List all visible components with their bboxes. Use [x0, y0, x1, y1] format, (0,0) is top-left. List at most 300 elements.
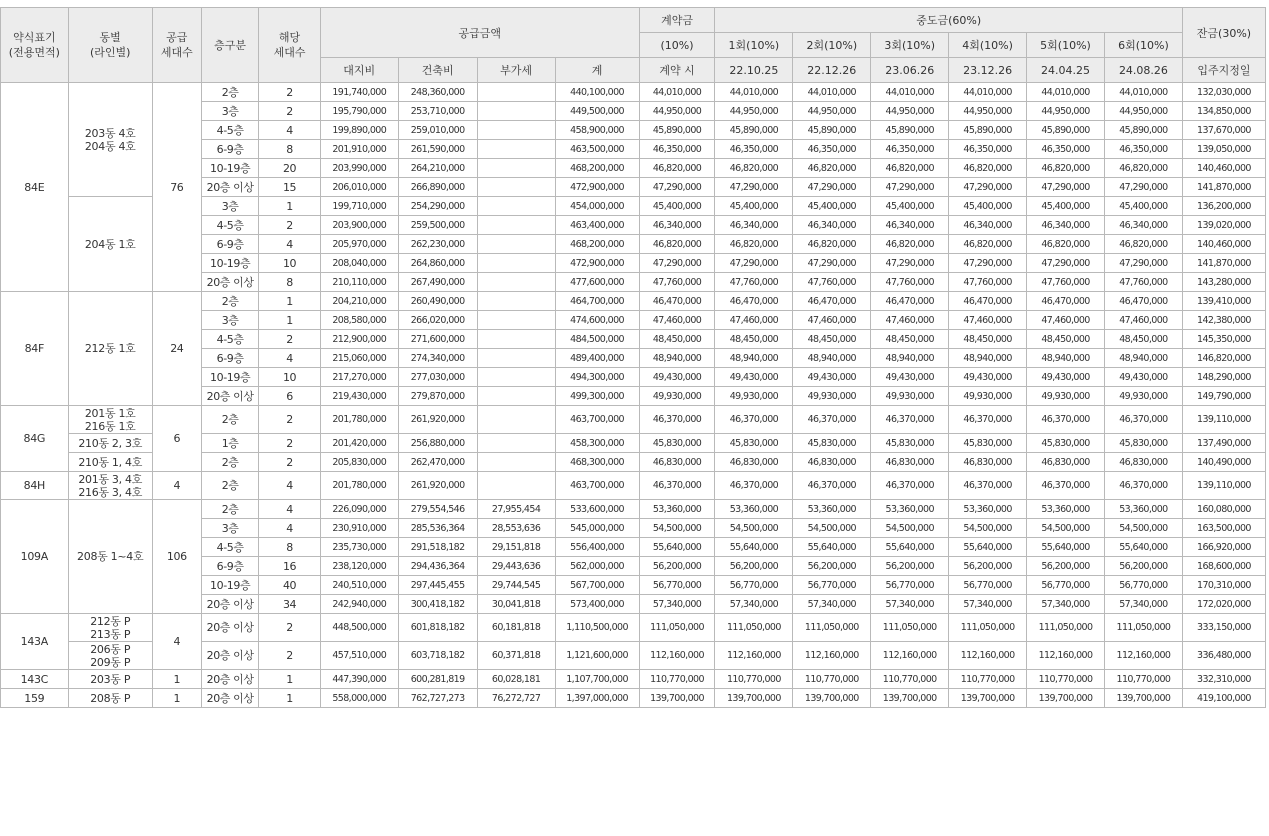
floor-cell: 3층: [201, 311, 258, 330]
middle-payment-4-cell: 45,830,000: [949, 434, 1027, 453]
middle-payment-3-cell: 56,770,000: [871, 576, 949, 595]
total-cell: 556,400,000: [555, 538, 639, 557]
units-cell: 4: [259, 500, 321, 519]
middle-payment-5-cell: 44,010,000: [1027, 83, 1105, 102]
floor-cell: 10-19층: [201, 254, 258, 273]
vat-cell: [477, 349, 555, 368]
middle-payment-4-cell: 49,930,000: [949, 387, 1027, 406]
supply-units-cell: 1: [152, 670, 201, 689]
deposit-cell: 49,430,000: [639, 368, 715, 387]
middle-payment-4-cell: 49,430,000: [949, 368, 1027, 387]
middle-payment-2-cell: 44,950,000: [793, 102, 871, 121]
floor-cell: 3층: [201, 102, 258, 121]
land-cost-cell: 238,120,000: [320, 557, 398, 576]
middle-payment-3-cell: 47,290,000: [871, 178, 949, 197]
table-row: [1, 500, 1266, 519]
middle-payment-4-cell: 57,340,000: [949, 595, 1027, 614]
balance-cell: 137,670,000: [1182, 121, 1265, 140]
middle-payment-5-cell: 48,940,000: [1027, 349, 1105, 368]
building-cost-cell: 261,920,000: [398, 406, 477, 434]
building-cost-cell: 264,860,000: [398, 254, 477, 273]
middle-payment-4-cell: 46,830,000: [949, 453, 1027, 472]
building-cost-cell: 253,710,000: [398, 102, 477, 121]
building-cost-cell: 259,500,000: [398, 216, 477, 235]
supply-units-cell: 4: [152, 472, 201, 500]
balance-cell: 172,020,000: [1182, 595, 1265, 614]
middle-payment-6-cell: 49,430,000: [1104, 368, 1182, 387]
deposit-cell: 44,010,000: [639, 83, 715, 102]
middle-payment-1-cell: 48,940,000: [715, 349, 793, 368]
middle-payment-6-cell: 45,890,000: [1104, 121, 1182, 140]
deposit-cell: 55,640,000: [639, 538, 715, 557]
building-cost-cell: 297,445,455: [398, 576, 477, 595]
total-cell: 468,200,000: [555, 159, 639, 178]
middle-payment-3-cell: 46,820,000: [871, 159, 949, 178]
building-cost-cell: 254,290,000: [398, 197, 477, 216]
vat-cell: 29,151,818: [477, 538, 555, 557]
units-cell: 8: [259, 538, 321, 557]
middle-payment-5-cell: 56,200,000: [1027, 557, 1105, 576]
middle-payment-2-cell: 46,370,000: [793, 406, 871, 434]
floor-cell: 3층: [201, 197, 258, 216]
floor-cell: 10-19층: [201, 576, 258, 595]
floor-cell: 3층: [201, 519, 258, 538]
middle-payment-5-cell: 111,050,000: [1027, 614, 1105, 642]
units-cell: 8: [259, 140, 321, 159]
header-units: 해당 세대수: [259, 8, 321, 83]
vat-cell: 60,181,818: [477, 614, 555, 642]
middle-payment-3-cell: 55,640,000: [871, 538, 949, 557]
total-cell: 458,900,000: [555, 121, 639, 140]
middle-payment-5-cell: 46,470,000: [1027, 292, 1105, 311]
middle-payment-2-cell: 48,450,000: [793, 330, 871, 349]
land-cost-cell: 208,040,000: [320, 254, 398, 273]
deposit-cell: 46,370,000: [639, 406, 715, 434]
vat-cell: [477, 159, 555, 178]
supply-price-table: [0, 7, 1266, 708]
land-cost-cell: 210,110,000: [320, 273, 398, 292]
deposit-cell: 47,290,000: [639, 178, 715, 197]
units-cell: 2: [259, 434, 321, 453]
middle-payment-3-cell: 45,400,000: [871, 197, 949, 216]
units-cell: 20: [259, 159, 321, 178]
middle-payment-2-cell: 49,430,000: [793, 368, 871, 387]
middle-payment-4-cell: 48,940,000: [949, 349, 1027, 368]
middle-payment-5-cell: 48,450,000: [1027, 330, 1105, 349]
middle-payment-1-cell: 112,160,000: [715, 642, 793, 670]
deposit-cell: 56,200,000: [639, 557, 715, 576]
building-cost-cell: 248,360,000: [398, 83, 477, 102]
floor-cell: 6-9층: [201, 349, 258, 368]
deposit-cell: 112,160,000: [639, 642, 715, 670]
deposit-cell: 46,820,000: [639, 235, 715, 254]
building-cost-cell: 291,518,182: [398, 538, 477, 557]
middle-payment-6-cell: 111,050,000: [1104, 614, 1182, 642]
top-margin: [0, 0, 1266, 7]
header-middle-payment: 중도금(60%): [715, 8, 1182, 33]
floor-cell: 2층: [201, 500, 258, 519]
middle-payment-6-cell: 44,010,000: [1104, 83, 1182, 102]
land-cost-cell: 195,790,000: [320, 102, 398, 121]
middle-payment-6-cell: 47,460,000: [1104, 311, 1182, 330]
vat-cell: [477, 387, 555, 406]
middle-payment-3-cell: 111,050,000: [871, 614, 949, 642]
building-cost-cell: 264,210,000: [398, 159, 477, 178]
vat-cell: [477, 472, 555, 500]
land-cost-cell: 219,430,000: [320, 387, 398, 406]
total-cell: 567,700,000: [555, 576, 639, 595]
middle-payment-5-cell: 110,770,000: [1027, 670, 1105, 689]
vat-cell: 29,443,636: [477, 557, 555, 576]
land-cost-cell: 457,510,000: [320, 642, 398, 670]
middle-payment-1-cell: 54,500,000: [715, 519, 793, 538]
middle-payment-3-cell: 46,830,000: [871, 453, 949, 472]
building-cost-cell: 279,554,546: [398, 500, 477, 519]
building-cost-cell: 762,727,273: [398, 689, 477, 708]
balance-cell: 168,600,000: [1182, 557, 1265, 576]
units-cell: 15: [259, 178, 321, 197]
deposit-cell: 46,350,000: [639, 140, 715, 159]
middle-payment-6-cell: 46,830,000: [1104, 453, 1182, 472]
total-cell: 562,000,000: [555, 557, 639, 576]
middle-payment-6-cell: 47,760,000: [1104, 273, 1182, 292]
building-cell: 210동 2, 3호: [68, 434, 152, 453]
balance-cell: 140,490,000: [1182, 453, 1265, 472]
middle-payment-3-cell: 54,500,000: [871, 519, 949, 538]
balance-cell: 333,150,000: [1182, 614, 1265, 642]
middle-payment-2-cell: 46,820,000: [793, 235, 871, 254]
balance-cell: 139,110,000: [1182, 472, 1265, 500]
deposit-cell: 57,340,000: [639, 595, 715, 614]
vat-cell: [477, 140, 555, 159]
middle-payment-4-cell: 139,700,000: [949, 689, 1027, 708]
middle-payment-1-cell: 45,890,000: [715, 121, 793, 140]
total-cell: 463,700,000: [555, 472, 639, 500]
balance-cell: 140,460,000: [1182, 159, 1265, 178]
balance-cell: 170,310,000: [1182, 576, 1265, 595]
table-row: [1, 670, 1266, 689]
middle-payment-4-cell: 56,200,000: [949, 557, 1027, 576]
middle-payment-4-cell: 55,640,000: [949, 538, 1027, 557]
land-cost-cell: 208,580,000: [320, 311, 398, 330]
units-cell: 2: [259, 216, 321, 235]
middle-payment-6-cell: 57,340,000: [1104, 595, 1182, 614]
middle-payment-2-cell: 45,890,000: [793, 121, 871, 140]
middle-payment-4-cell: 112,160,000: [949, 642, 1027, 670]
middle-payment-1-cell: 47,760,000: [715, 273, 793, 292]
balance-cell: 146,820,000: [1182, 349, 1265, 368]
middle-payment-2-cell: 47,460,000: [793, 311, 871, 330]
middle-payment-2-cell: 53,360,000: [793, 500, 871, 519]
building-cost-cell: 603,718,182: [398, 642, 477, 670]
middle-payment-5-cell: 46,830,000: [1027, 453, 1105, 472]
middle-payment-2-cell: 46,820,000: [793, 159, 871, 178]
total-cell: 1,397,000,000: [555, 689, 639, 708]
vat-cell: 29,744,545: [477, 576, 555, 595]
middle-payment-3-cell: 48,940,000: [871, 349, 949, 368]
land-cost-cell: 205,830,000: [320, 453, 398, 472]
units-cell: 4: [259, 121, 321, 140]
land-cost-cell: 204,210,000: [320, 292, 398, 311]
middle-payment-2-cell: 47,760,000: [793, 273, 871, 292]
middle-payment-1-cell: 44,010,000: [715, 83, 793, 102]
balance-cell: 148,290,000: [1182, 368, 1265, 387]
middle-payment-3-cell: 47,290,000: [871, 254, 949, 273]
floor-cell: 20층 이상: [201, 642, 258, 670]
middle-payment-5-cell: 46,370,000: [1027, 406, 1105, 434]
deposit-cell: 47,290,000: [639, 254, 715, 273]
deposit-cell: 45,400,000: [639, 197, 715, 216]
middle-payment-4-cell: 46,820,000: [949, 235, 1027, 254]
vat-cell: 30,041,818: [477, 595, 555, 614]
balance-cell: 419,100,000: [1182, 689, 1265, 708]
table-body: [1, 83, 1266, 708]
building-cell: 212동 P 213동 P: [68, 614, 152, 642]
vat-cell: [477, 83, 555, 102]
header-row-1: [1, 8, 1266, 33]
units-cell: 4: [259, 349, 321, 368]
total-cell: 472,900,000: [555, 254, 639, 273]
total-cell: 494,300,000: [555, 368, 639, 387]
middle-payment-6-cell: 45,830,000: [1104, 434, 1182, 453]
balance-cell: 137,490,000: [1182, 434, 1265, 453]
building-cost-cell: 271,600,000: [398, 330, 477, 349]
units-cell: 2: [259, 642, 321, 670]
building-cost-cell: 300,418,182: [398, 595, 477, 614]
deposit-cell: 45,890,000: [639, 121, 715, 140]
total-cell: 484,500,000: [555, 330, 639, 349]
units-cell: 1: [259, 311, 321, 330]
floor-cell: 2층: [201, 292, 258, 311]
header-building-cost: 건축비: [398, 58, 477, 83]
land-cost-cell: 226,090,000: [320, 500, 398, 519]
vat-cell: [477, 453, 555, 472]
middle-payment-6-cell: 46,820,000: [1104, 159, 1182, 178]
supply-units-cell: 106: [152, 500, 201, 614]
middle-payment-5-cell: 47,760,000: [1027, 273, 1105, 292]
middle-payment-4-cell: 54,500,000: [949, 519, 1027, 538]
floor-cell: 20층 이상: [201, 178, 258, 197]
middle-payment-3-cell: 112,160,000: [871, 642, 949, 670]
balance-cell: 139,410,000: [1182, 292, 1265, 311]
middle-payment-1-cell: 55,640,000: [715, 538, 793, 557]
balance-cell: 336,480,000: [1182, 642, 1265, 670]
units-cell: 2: [259, 330, 321, 349]
building-cost-cell: 294,436,364: [398, 557, 477, 576]
building-cell: 203동 P: [68, 670, 152, 689]
land-cost-cell: 212,900,000: [320, 330, 398, 349]
middle-payment-4-cell: 53,360,000: [949, 500, 1027, 519]
floor-cell: 2층: [201, 453, 258, 472]
building-cell: 201동 3, 4호 216동 3, 4호: [68, 472, 152, 500]
middle-payment-1-cell: 49,430,000: [715, 368, 793, 387]
middle-payment-2-cell: 54,500,000: [793, 519, 871, 538]
deposit-cell: 139,700,000: [639, 689, 715, 708]
middle-payment-1-cell: 46,340,000: [715, 216, 793, 235]
middle-payment-5-cell: 46,820,000: [1027, 159, 1105, 178]
building-cell: 208동 P: [68, 689, 152, 708]
middle-payment-1-cell: 46,820,000: [715, 235, 793, 254]
middle-payment-6-cell: 110,770,000: [1104, 670, 1182, 689]
middle-payment-1-cell: 46,820,000: [715, 159, 793, 178]
deposit-cell: 47,760,000: [639, 273, 715, 292]
header-supply-amount: 공급금액: [320, 8, 639, 58]
header-middle-6: 6회(10%): [1104, 33, 1182, 58]
header-building: 동별 (라인별): [68, 8, 152, 83]
middle-payment-3-cell: 44,950,000: [871, 102, 949, 121]
balance-cell: 142,380,000: [1182, 311, 1265, 330]
middle-payment-2-cell: 46,370,000: [793, 472, 871, 500]
total-cell: 463,500,000: [555, 140, 639, 159]
deposit-cell: 46,370,000: [639, 472, 715, 500]
header-date-6: 24.08.26: [1104, 58, 1182, 83]
type-cell: 84G: [1, 406, 69, 472]
land-cost-cell: 201,910,000: [320, 140, 398, 159]
middle-payment-4-cell: 56,770,000: [949, 576, 1027, 595]
floor-cell: 6-9층: [201, 140, 258, 159]
floor-cell: 2층: [201, 83, 258, 102]
building-cost-cell: 259,010,000: [398, 121, 477, 140]
vat-cell: 60,028,181: [477, 670, 555, 689]
land-cost-cell: 199,710,000: [320, 197, 398, 216]
middle-payment-2-cell: 46,470,000: [793, 292, 871, 311]
land-cost-cell: 201,420,000: [320, 434, 398, 453]
middle-payment-3-cell: 53,360,000: [871, 500, 949, 519]
floor-cell: 6-9층: [201, 235, 258, 254]
building-cell: 201동 1호 216동 1호: [68, 406, 152, 434]
type-cell: 109A: [1, 500, 69, 614]
middle-payment-3-cell: 44,010,000: [871, 83, 949, 102]
middle-payment-6-cell: 112,160,000: [1104, 642, 1182, 670]
land-cost-cell: 203,990,000: [320, 159, 398, 178]
total-cell: 477,600,000: [555, 273, 639, 292]
building-cell: 208동 1~4호: [68, 500, 152, 614]
vat-cell: [477, 434, 555, 453]
units-cell: 40: [259, 576, 321, 595]
units-cell: 1: [259, 689, 321, 708]
total-cell: 449,500,000: [555, 102, 639, 121]
middle-payment-6-cell: 46,820,000: [1104, 235, 1182, 254]
floor-cell: 6-9층: [201, 557, 258, 576]
middle-payment-1-cell: 47,290,000: [715, 254, 793, 273]
middle-payment-1-cell: 46,830,000: [715, 453, 793, 472]
vat-cell: [477, 121, 555, 140]
total-cell: 464,700,000: [555, 292, 639, 311]
middle-payment-1-cell: 48,450,000: [715, 330, 793, 349]
middle-payment-1-cell: 45,830,000: [715, 434, 793, 453]
middle-payment-6-cell: 55,640,000: [1104, 538, 1182, 557]
vat-cell: 28,553,636: [477, 519, 555, 538]
middle-payment-5-cell: 53,360,000: [1027, 500, 1105, 519]
middle-payment-6-cell: 46,370,000: [1104, 406, 1182, 434]
middle-payment-2-cell: 56,200,000: [793, 557, 871, 576]
middle-payment-1-cell: 110,770,000: [715, 670, 793, 689]
units-cell: 4: [259, 519, 321, 538]
middle-payment-4-cell: 46,370,000: [949, 472, 1027, 500]
vat-cell: 60,371,818: [477, 642, 555, 670]
middle-payment-4-cell: 45,890,000: [949, 121, 1027, 140]
middle-payment-4-cell: 44,950,000: [949, 102, 1027, 121]
total-cell: 472,900,000: [555, 178, 639, 197]
middle-payment-5-cell: 46,340,000: [1027, 216, 1105, 235]
middle-payment-1-cell: 47,290,000: [715, 178, 793, 197]
land-cost-cell: 240,510,000: [320, 576, 398, 595]
price-table-container: [0, 7, 1266, 708]
supply-units-cell: 6: [152, 406, 201, 472]
total-cell: 474,600,000: [555, 311, 639, 330]
middle-payment-5-cell: 45,400,000: [1027, 197, 1105, 216]
balance-cell: 160,080,000: [1182, 500, 1265, 519]
floor-cell: 2층: [201, 406, 258, 434]
building-cell: 212동 1호: [68, 292, 152, 406]
middle-payment-2-cell: 45,400,000: [793, 197, 871, 216]
land-cost-cell: 199,890,000: [320, 121, 398, 140]
header-type: 약식표기 (전용면적): [1, 8, 69, 83]
middle-payment-1-cell: 47,460,000: [715, 311, 793, 330]
building-cell: 206동 P 209동 P: [68, 642, 152, 670]
middle-payment-4-cell: 46,350,000: [949, 140, 1027, 159]
middle-payment-6-cell: 48,450,000: [1104, 330, 1182, 349]
balance-cell: 136,200,000: [1182, 197, 1265, 216]
type-cell: 84H: [1, 472, 69, 500]
middle-payment-3-cell: 49,930,000: [871, 387, 949, 406]
vat-cell: [477, 197, 555, 216]
vat-cell: [477, 216, 555, 235]
middle-payment-5-cell: 47,460,000: [1027, 311, 1105, 330]
units-cell: 34: [259, 595, 321, 614]
total-cell: 573,400,000: [555, 595, 639, 614]
middle-payment-6-cell: 139,700,000: [1104, 689, 1182, 708]
total-cell: 1,110,500,000: [555, 614, 639, 642]
middle-payment-6-cell: 47,290,000: [1104, 178, 1182, 197]
units-cell: 1: [259, 292, 321, 311]
middle-payment-6-cell: 56,200,000: [1104, 557, 1182, 576]
middle-payment-3-cell: 49,430,000: [871, 368, 949, 387]
type-cell: 143A: [1, 614, 69, 670]
land-cost-cell: 235,730,000: [320, 538, 398, 557]
middle-payment-3-cell: 46,350,000: [871, 140, 949, 159]
total-cell: 489,400,000: [555, 349, 639, 368]
middle-payment-4-cell: 46,820,000: [949, 159, 1027, 178]
middle-payment-5-cell: 45,830,000: [1027, 434, 1105, 453]
land-cost-cell: 558,000,000: [320, 689, 398, 708]
floor-cell: 20층 이상: [201, 273, 258, 292]
middle-payment-2-cell: 46,830,000: [793, 453, 871, 472]
building-cost-cell: 601,818,182: [398, 614, 477, 642]
vat-cell: [477, 235, 555, 254]
deposit-cell: 49,930,000: [639, 387, 715, 406]
units-cell: 2: [259, 614, 321, 642]
units-cell: 2: [259, 102, 321, 121]
deposit-cell: 56,770,000: [639, 576, 715, 595]
table-row: [1, 614, 1266, 642]
building-cost-cell: 262,470,000: [398, 453, 477, 472]
middle-payment-2-cell: 111,050,000: [793, 614, 871, 642]
middle-payment-1-cell: 111,050,000: [715, 614, 793, 642]
header-floor: 층구분: [201, 8, 258, 83]
middle-payment-1-cell: 56,770,000: [715, 576, 793, 595]
building-cost-cell: 261,590,000: [398, 140, 477, 159]
balance-cell: 134,850,000: [1182, 102, 1265, 121]
type-cell: 84E: [1, 83, 69, 292]
middle-payment-2-cell: 49,930,000: [793, 387, 871, 406]
deposit-cell: 48,940,000: [639, 349, 715, 368]
total-cell: 1,107,700,000: [555, 670, 639, 689]
header-balance-timing: 입주지정일: [1182, 58, 1265, 83]
units-cell: 2: [259, 83, 321, 102]
balance-cell: 149,790,000: [1182, 387, 1265, 406]
middle-payment-1-cell: 46,370,000: [715, 472, 793, 500]
